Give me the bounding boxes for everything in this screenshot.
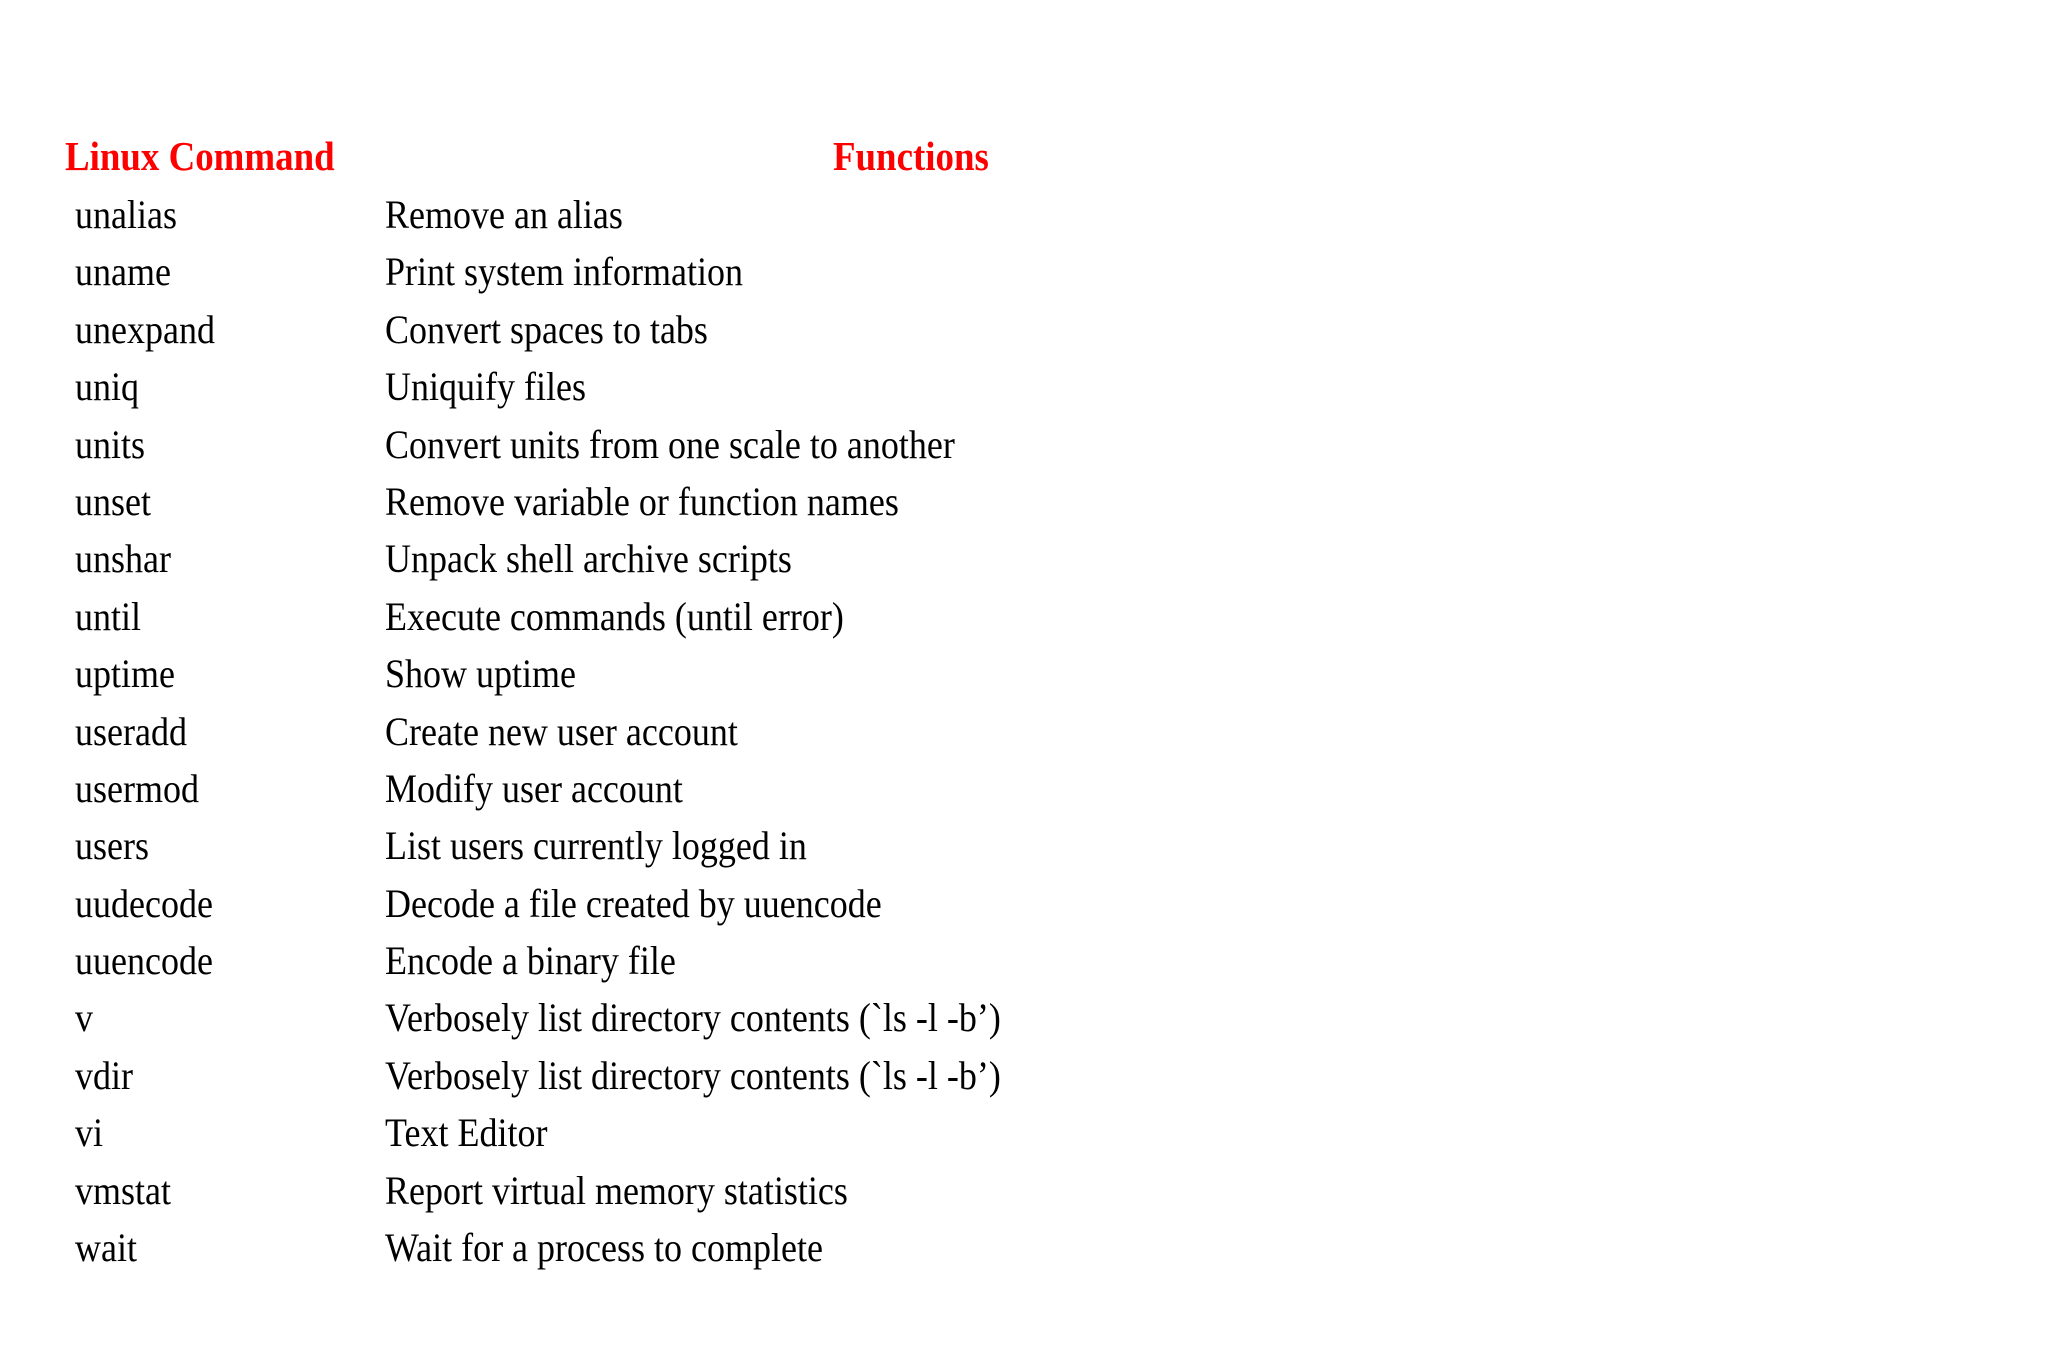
table-row — [0, 588, 1200, 645]
table-row — [0, 186, 1200, 243]
command-function: Print system information — [385, 249, 743, 295]
command-function: Convert units from one scale to another — [385, 421, 955, 467]
command-function: Text Editor — [385, 1110, 548, 1156]
command-name: vi — [75, 1110, 104, 1156]
table-row — [0, 473, 1200, 530]
command-name: usermod — [75, 765, 199, 811]
command-table — [0, 186, 1200, 1276]
command-function: Verbosely list directory contents (`ls -l -b’) — [385, 995, 1001, 1041]
table-row — [0, 645, 1200, 702]
table-row — [0, 932, 1200, 989]
command-function: Execute commands (until error) — [385, 593, 844, 639]
command-name: vdir — [75, 1052, 133, 1098]
command-name: uniq — [75, 364, 140, 410]
command-function: Remove an alias — [385, 192, 623, 237]
table-row — [0, 1047, 1200, 1104]
table-row — [0, 703, 1200, 760]
command-function: Verbosely list directory contents (`ls -l -b’) — [385, 1052, 1001, 1098]
command-name: unalias — [75, 192, 177, 237]
table-row — [0, 1104, 1200, 1161]
table-row — [0, 1219, 1200, 1276]
header-functions: Functions — [833, 133, 989, 179]
command-name: unshar — [75, 536, 171, 582]
command-name: wait — [75, 1225, 137, 1271]
header-linux-command: Linux Command — [65, 133, 335, 179]
command-name: unset — [75, 478, 151, 524]
command-function: Encode a binary file — [385, 938, 676, 984]
command-name: useradd — [75, 708, 187, 754]
table-row — [0, 817, 1200, 874]
command-name: vmstat — [75, 1167, 172, 1213]
command-function: Show uptime — [385, 651, 577, 697]
command-name: until — [75, 593, 142, 639]
table-row — [0, 416, 1200, 473]
table-row — [0, 358, 1200, 415]
command-name: uptime — [75, 651, 175, 697]
command-name: units — [75, 421, 146, 467]
table-row — [0, 243, 1200, 300]
command-name: uudecode — [75, 880, 213, 926]
table-row — [0, 530, 1200, 587]
command-function: Uniquify files — [385, 364, 586, 410]
table-row — [0, 760, 1200, 817]
table-row — [0, 875, 1200, 932]
command-name: uname — [75, 249, 171, 295]
command-function: Remove variable or function names — [385, 478, 899, 524]
command-function: Modify user account — [385, 765, 683, 811]
table-row — [0, 989, 1200, 1046]
command-name: uuencode — [75, 938, 213, 984]
command-name: users — [75, 823, 149, 869]
command-function: Wait for a process to complete — [385, 1225, 823, 1271]
command-name: v — [75, 995, 93, 1041]
command-function: Report virtual memory statistics — [385, 1167, 848, 1213]
command-function: List users currently logged in — [385, 823, 807, 869]
command-function: Unpack shell archive scripts — [385, 536, 792, 582]
table-row — [0, 301, 1200, 358]
command-function: Create new user account — [385, 708, 738, 754]
table-row — [0, 1162, 1200, 1219]
command-name: unexpand — [75, 306, 215, 352]
command-function: Decode a file created by uuencode — [385, 880, 882, 926]
command-function: Convert spaces to tabs — [385, 306, 708, 352]
